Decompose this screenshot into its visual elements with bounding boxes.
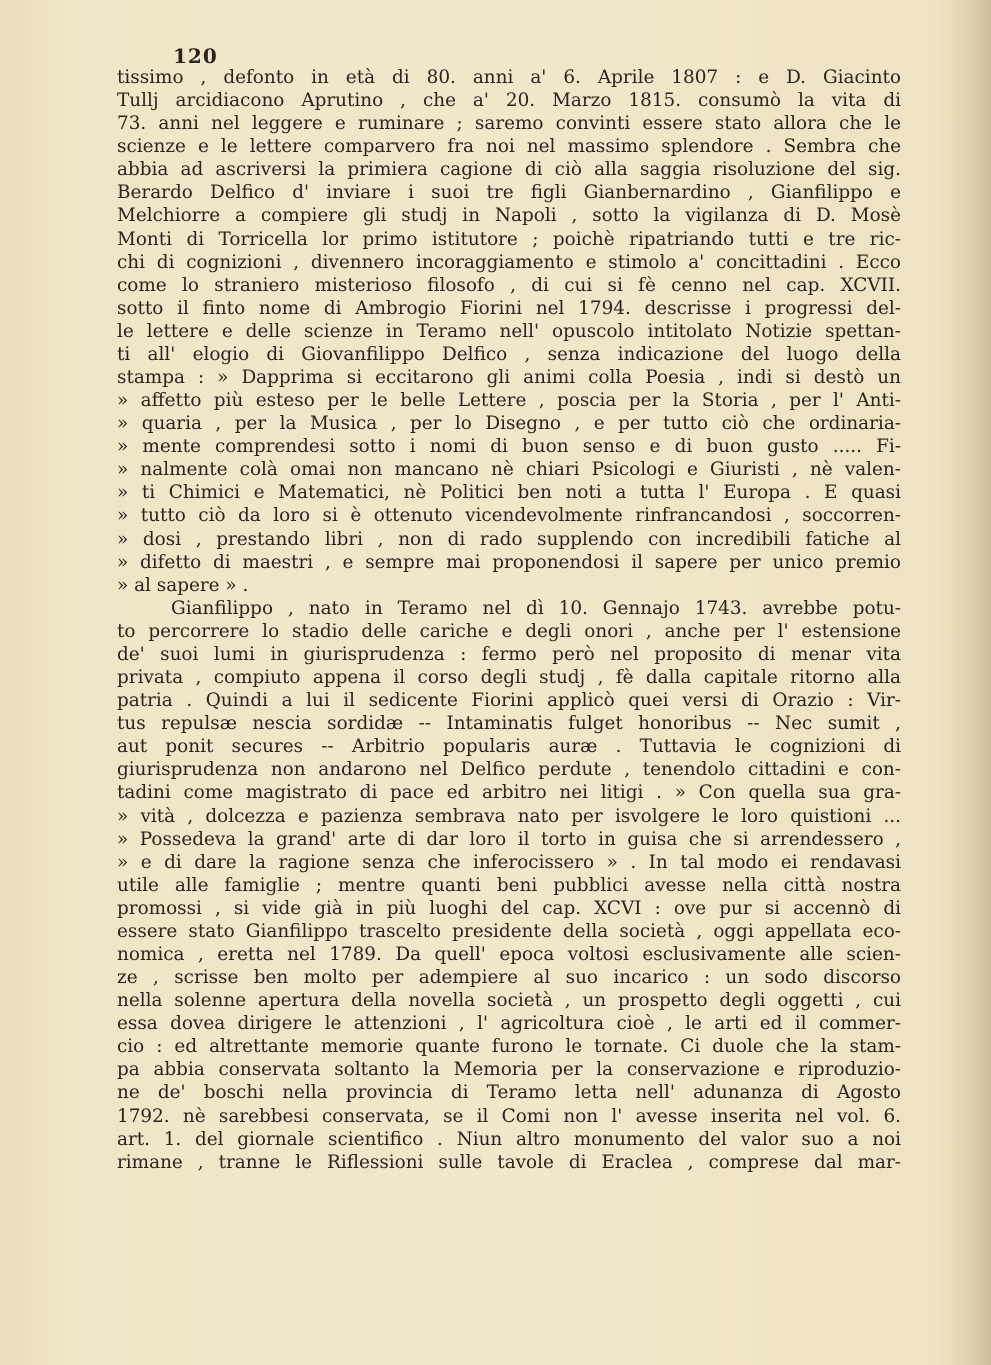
text-line: nella solenne apertura della novella società , un prospetto degli oggetti , cui [117, 990, 901, 1012]
text-line: le lettere e delle scienze in Teramo nell' opuscolo intitolato Notizie spettan- [117, 320, 901, 342]
text-line: tissimo , defonto in età di 80. anni a' 6. Aprile 1807 : e D. Giacinto [117, 67, 901, 88]
text-line: Tullj arcidiacono Aprutino , che a' 20. Marzo 1815. consumò la vita di [117, 90, 901, 112]
text-line: stampa : » Dapprima si eccitarono gli animi colla Poesia , indi si destò un [117, 367, 901, 389]
text-line: » mente comprendesi sotto i nomi di buon senso e di buon gusto ..... Fi- [117, 436, 901, 458]
text-line: nomica , eretta nel 1789. Da quell' epoca voltosi esclusivamente alle scien- [117, 943, 901, 965]
page-edge-shadow [949, 0, 991, 1365]
text-line: rimane , tranne le Riflessioni sulle tavole di Eraclea , comprese dal mar- [117, 1151, 901, 1173]
text-line: art. 1. del giornale scientifico . Niun altro monumento del valor suo a noi [117, 1128, 901, 1150]
text-line: sotto il finto nome di Ambrogio Fiorini nel 1794. descrisse i progressi del- [117, 297, 901, 319]
text-line: ne de' boschi nella provincia di Teramo letta nell' adunanza di Agosto [117, 1082, 901, 1104]
text-line: ti all' elogio di Giovanfilippo Delfico , senza indicazione del luogo della [117, 343, 901, 365]
text-line: abbia ad ascriversi la primiera cagione di ciò alla saggia risoluzione del sig. [117, 159, 901, 181]
text-line: Berardo Delfico d' inviare i suoi tre figli Gianbernardino , Gianfilippo e [117, 182, 901, 204]
text-line: » tutto ciò da loro si è ottenuto vicendevolmente rinfrancandosi , soccorren- [117, 505, 901, 527]
text-line: scienze e le lettere comparvero fra noi nel massimo splendore . Sembra che [117, 136, 901, 158]
text-line: patria . Quindi a lui il sedicente Fiorini applicò quei versi di Orazio : Vir- [117, 690, 901, 712]
text-line: aut ponit secures -- Arbitrio popularis auræ . Tuttavia le cognizioni di [117, 736, 901, 758]
text-line: essa dovea dirigere le attenzioni , l' agricoltura cioè , le arti ed il commer- [117, 1013, 901, 1035]
text-line: promossi , si vide già in più luoghi del cap. XCVI : ove pur si accennò di [117, 897, 901, 919]
text-line: Monti di Torricella lor primo istitutore ; poichè ripatriando tutti e tre ric- [117, 228, 901, 250]
text-line: chi di cognizioni , divennero incoraggiamento e stimolo a' concittadini . Ecco [117, 251, 901, 273]
text-line: 1792. nè sarebbesi conservata, se il Comi non l' avesse inserita nel vol. 6. [117, 1105, 901, 1127]
text-line: » Possedeva la grand' arte di dar loro il torto in guisa che si arrendessero , [117, 828, 901, 850]
text-line: come lo straniero misterioso filosofo , di cui si fè cenno nel cap. XCVII. [117, 274, 901, 296]
text-line: » dosi , prestando libri , non di rado supplendo con incredibili fatiche al [117, 528, 901, 550]
text-line: » e di dare la ragione senza che inferocissero » . In tal modo ei rendavasi [117, 851, 901, 873]
text-line: 73. anni nel leggere e ruminare ; saremo convinti essere stato allora che le [117, 113, 901, 135]
text-line: de' suoi lumi in giurisprudenza : fermo però nel proposito di menar vita [117, 643, 901, 665]
text-line: privata , compiuto appena il corso degli studj , fè dalla capitale ritorno alla [117, 667, 901, 689]
text-line: cio : ed altrettante memorie quante furono le tornate. Ci duole che la stam- [117, 1036, 901, 1058]
text-line: tadini come magistrato di pace ed arbitro nei litigi . » Con quella sua gra- [117, 782, 901, 804]
text-line: » difetto di maestri , e sempre mai proponendosi il sapere per unico premio [117, 551, 901, 573]
text-line: essere stato Gianfilippo trascelto presidente della società , oggi appellata eco- [117, 920, 901, 942]
text-line: » affetto più esteso per le belle Lettere , poscia per la Storia , per l' Anti- [117, 390, 901, 412]
text-line: » quaria , per la Musica , per lo Disegno , e per tutto ciò che ordinaria- [117, 413, 901, 435]
text-line: giurisprudenza non andarono nel Delfico perdute , tenendolo cittadini e con- [117, 759, 901, 781]
text-line: to percorrere lo stadio delle cariche e degli onori , anche per l' estensione [117, 620, 901, 642]
text-line: » al sapere » . [117, 574, 249, 596]
page-number: 120 [173, 44, 218, 68]
text-line: » vità , dolcezza e pazienza sembrava nato per isvolgere le loro quistioni ... [117, 805, 901, 827]
text-line: tus repulsæ nescia sordidæ -- Intaminatis fulget honoribus -- Nec sumit , [117, 713, 901, 735]
text-line: Melchiorre a compiere gli studj in Napoli , sotto la vigilanza di D. Mosè [117, 205, 901, 227]
text-line: utile alle famiglie ; mentre quanti beni pubblici avesse nella città nostra [117, 874, 901, 896]
text-line: pa abbia conservata soltanto la Memoria per la conservazione e riproduzio- [117, 1059, 901, 1081]
text-line: ze , scrisse ben molto per adempiere al suo incarico : un sodo discorso [117, 967, 901, 989]
body-text [117, 66, 901, 1174]
text-line: » ti Chimici e Matematici, nè Politici ben noti a tutta l' Europa . E quasi [117, 482, 901, 504]
text-line: Gianfilippo , nato in Teramo nel dì 10. Gennajo 1743. avrebbe potu- [171, 597, 901, 619]
text-line: » nalmente colà omai non mancano nè chiari Psicologi e Giuristi , nè valen- [117, 459, 901, 481]
